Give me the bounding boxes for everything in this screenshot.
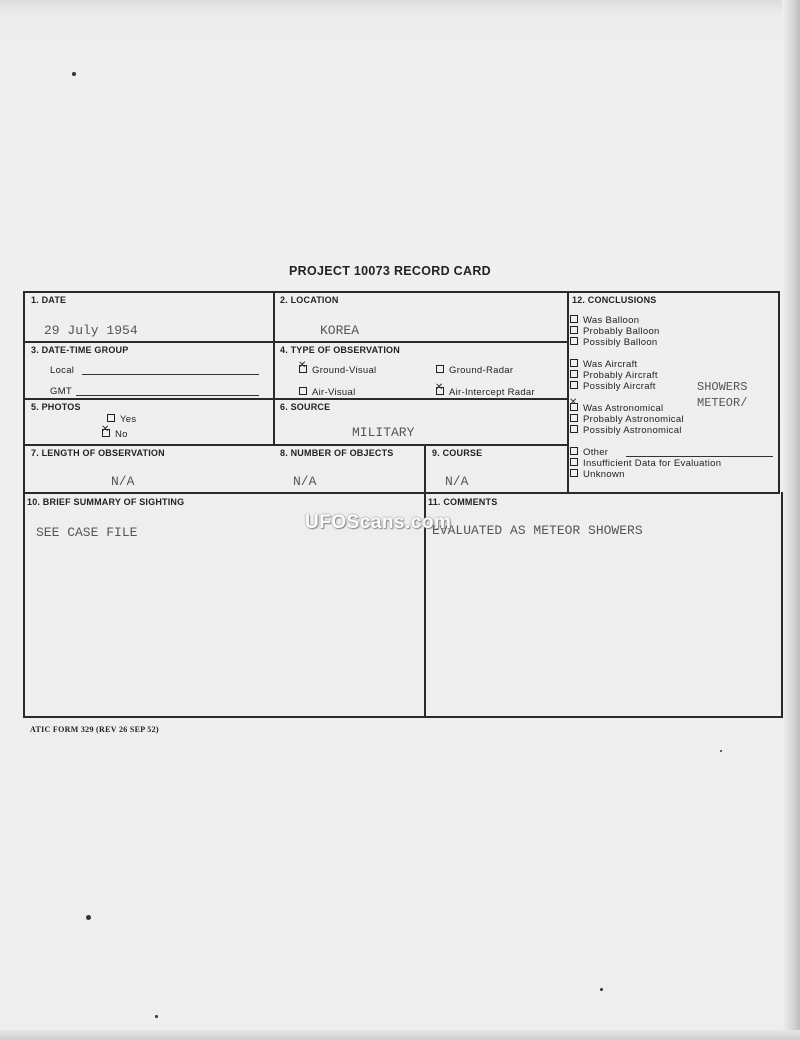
conclusion-possibly-aircraft: Possibly Aircraft [570,382,656,393]
conclusion-insufficient-data: Insufficient Data for Evaluation [570,459,721,470]
gmt-time-label: GMT [50,386,73,397]
card-title: PROJECT 10073 RECORD CARD [289,264,491,278]
option-ground-visual: ✕Ground-Visual [299,365,376,376]
local-time-label: Local [50,365,75,376]
conclusion-was-astronomical: ✕Was Astronomical [570,404,663,415]
checkbox-icon [570,359,578,367]
conclusions-label: 12. CONCLUSIONS [572,295,657,305]
watermark: UFOScans.com [305,512,452,533]
checkbox-checked-icon [570,403,578,411]
conclusion-typed-note-showers: SHOWERS [697,380,748,394]
conclusion-possibly-astronomical: Possibly Astronomical [570,426,682,437]
conclusion-was-aircraft: Was Aircraft [570,360,637,371]
checkbox-icon [570,381,578,389]
source-value: MILITARY [352,425,415,440]
source-label: 6. SOURCE [280,402,331,412]
comments-label: 11. COMMENTS [428,497,498,507]
conclusion-probably-balloon: Probably Balloon [570,327,660,338]
checkbox-icon [570,370,578,378]
summary-value: SEE CASE FILE [36,525,138,540]
conclusion-typed-note-meteor: METEOR/ [697,396,748,410]
conclusion-probably-aircraft: Probably Aircraft [570,371,658,382]
checkbox-icon [107,414,115,422]
conclusion-unknown: Unknown [570,470,625,481]
scan-edge-right [782,0,800,1040]
summary-label: 10. BRIEF SUMMARY OF SIGHTING [27,497,185,507]
date-value: 29 July 1954 [44,323,138,338]
photos-no-option: ✕No [102,429,128,440]
conclusion-possibly-balloon: Possibly Balloon [570,338,658,349]
conclusion-other: Other [570,448,608,459]
other-line [626,456,773,457]
form-number: ATIC FORM 329 (REV 26 SEP 52) [30,725,159,734]
date-label: 1. DATE [31,295,67,305]
checkbox-icon [570,337,578,345]
course-label: 9. COURSE [432,448,483,458]
local-time-line [82,374,259,375]
scan-edge-bottom [0,1030,800,1040]
checkbox-icon [570,414,578,422]
checkbox-icon [570,326,578,334]
option-ground-radar: Ground-Radar [436,365,513,376]
comments-value: EVALUATED AS METEOR SHOWERS [432,523,643,538]
scan-speck [86,915,91,920]
checkbox-icon [570,458,578,466]
scan-speck [155,1015,158,1018]
checkbox-checked-icon [436,387,444,395]
option-air-visual: Air-Visual [299,387,355,398]
photos-label: 5. PHOTOS [31,402,81,412]
length-value: N/A [111,474,135,489]
gmt-time-line [76,395,259,396]
checkbox-icon [570,447,578,455]
observation-type-label: 4. TYPE OF OBSERVATION [280,345,400,355]
scan-speck [600,988,603,991]
photos-yes-option: Yes [107,414,136,425]
checkbox-icon [570,469,578,477]
date-time-group-label: 3. DATE-TIME GROUP [31,345,129,355]
conclusion-probably-astronomical: Probably Astronomical [570,415,684,426]
location-value: KOREA [320,323,360,338]
checkbox-icon [570,315,578,323]
location-label: 2. LOCATION [280,295,339,305]
checkbox-icon [299,387,307,395]
course-value: N/A [445,474,469,489]
checkbox-icon [570,425,578,433]
checkbox-checked-icon [102,429,110,437]
checkbox-icon [436,365,444,373]
number-of-objects-label: 8. NUMBER OF OBJECTS [280,448,394,458]
checkbox-checked-icon [299,365,307,373]
length-label: 7. LENGTH OF OBSERVATION [31,448,165,458]
scan-speck [720,750,722,752]
conclusion-was-balloon: Was Balloon [570,316,639,327]
option-air-intercept-radar: ✕ Air-Intercept Radar [436,387,535,398]
scan-speck [72,72,76,76]
number-of-objects-value: N/A [293,474,317,489]
